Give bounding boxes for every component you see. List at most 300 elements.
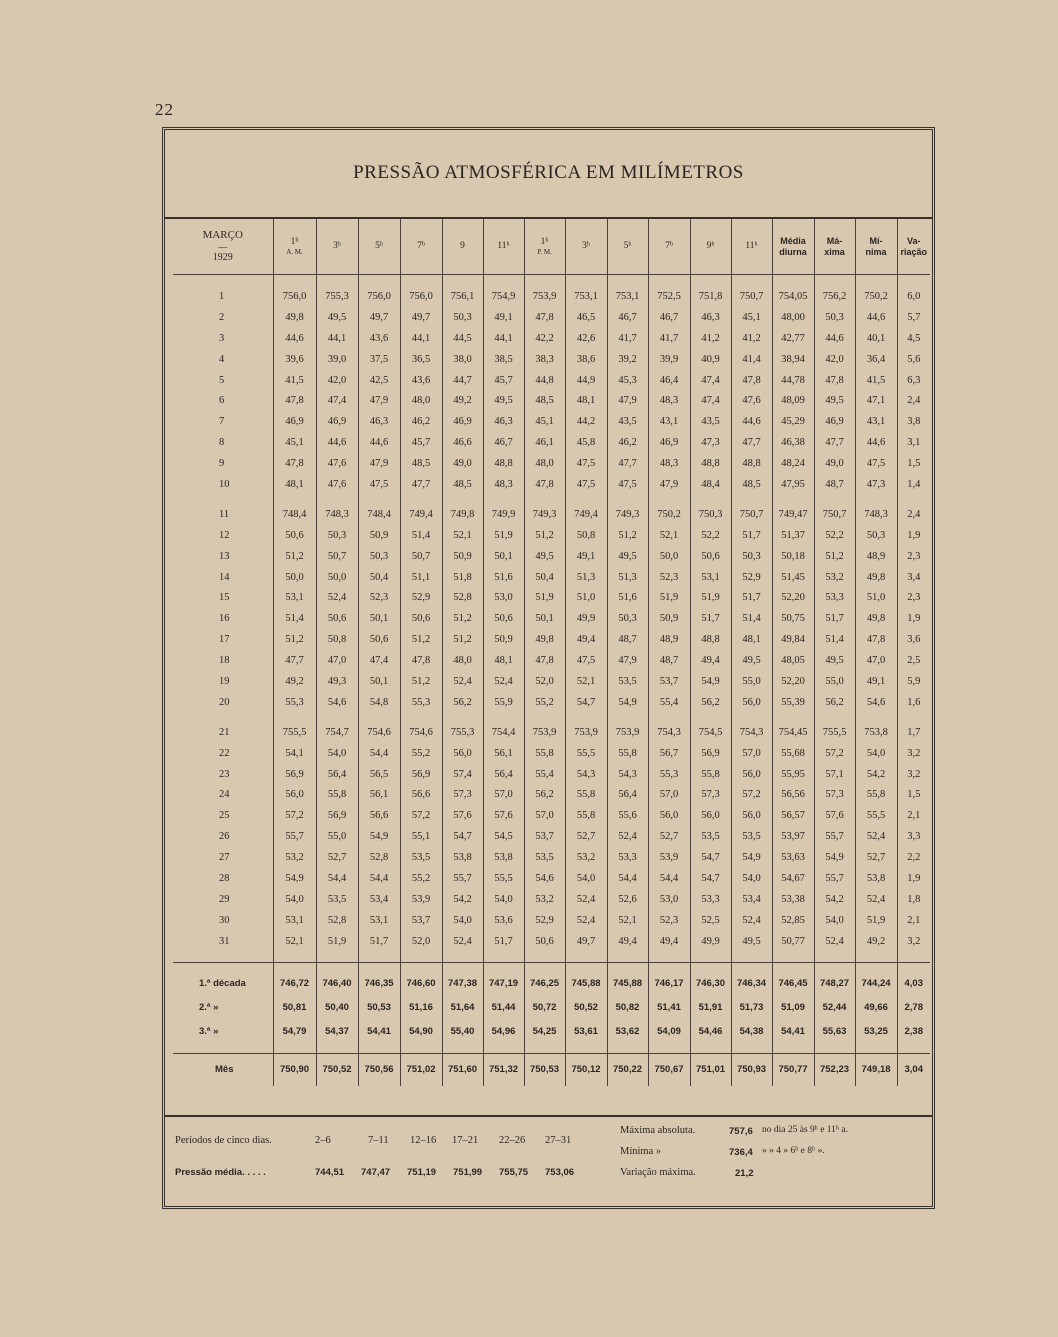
mean-pressure-item: 744,51 — [315, 1167, 345, 1178]
value-cell: 47,8 — [524, 650, 565, 671]
spacer-row — [173, 713, 930, 722]
month-label: MARÇO — [202, 229, 243, 242]
column-header — [731, 219, 772, 275]
value-cell: 41,7 — [607, 328, 648, 349]
spacer-cell — [358, 495, 400, 504]
column-header — [607, 219, 648, 275]
column-header — [897, 219, 930, 275]
value-cell: 1,5 — [907, 789, 921, 801]
day-row — [173, 931, 930, 952]
value-cell: 53,61 — [565, 1020, 607, 1044]
value-cell: 52,20 — [772, 671, 814, 692]
spacer-cell — [897, 495, 930, 504]
value-cell: 50,0 — [316, 567, 358, 588]
column-header-sub: diurna — [779, 246, 807, 257]
spacer-cell — [358, 1044, 400, 1054]
value-cell: 751,01 — [690, 1053, 731, 1086]
value-cell: 55,6 — [607, 805, 648, 826]
value-cell: 52,7 — [565, 826, 607, 847]
value-cell: 52,5 — [690, 910, 731, 931]
value-cell: 49,5 — [731, 931, 772, 952]
value-cell: 49,2 — [273, 671, 316, 692]
max-abs-label: Máxima absoluta. — [620, 1125, 696, 1136]
value-cell: 47,4 — [358, 650, 400, 671]
value-cell: 51,2 — [273, 546, 316, 567]
value-cell: 55,8 — [524, 743, 565, 764]
value-cell: 49,7 — [358, 307, 400, 328]
value-cell: 57,2 — [400, 805, 442, 826]
value-cell: 47,6 — [731, 390, 772, 411]
value-cell: 47,7 — [731, 432, 772, 453]
spacer-row — [173, 952, 930, 963]
value-cell: 51,7 — [731, 525, 772, 546]
value-cell: 748,4 — [273, 504, 316, 525]
column-header-main: 7ʰ — [417, 241, 425, 252]
value-cell: 50,3 — [607, 608, 648, 629]
decade-row — [173, 996, 930, 1020]
spacer-cell — [442, 952, 483, 963]
spacer-cell — [731, 962, 772, 972]
value-cell: 51,2 — [607, 525, 648, 546]
value-cell: 57,6 — [483, 805, 524, 826]
value-cell: 46,5 — [565, 307, 607, 328]
value-cell: 52,8 — [442, 587, 483, 608]
spacer-cell — [273, 962, 316, 972]
value-cell: 46,1 — [524, 432, 565, 453]
value-cell: 47,9 — [358, 453, 400, 474]
column-header-main: Mí- — [869, 236, 883, 247]
period-item: 17–21 — [452, 1135, 479, 1146]
spacer-row — [173, 275, 930, 287]
value-cell: 54,90 — [400, 1020, 442, 1044]
value-cell: 50,82 — [607, 996, 648, 1020]
value-cell: 38,0 — [442, 349, 483, 370]
value-cell: 57,3 — [814, 784, 855, 805]
value-cell: 53,5 — [316, 889, 358, 910]
value-cell: 47,7 — [273, 650, 316, 671]
spacer-cell — [690, 962, 731, 972]
value-cell: 44,1 — [400, 328, 442, 349]
row-label: 26 — [173, 826, 273, 847]
value-cell: 54,3 — [565, 764, 607, 785]
value-cell: 48,9 — [855, 546, 897, 567]
column-header-sub: riação — [900, 246, 928, 257]
value-cell: 52,9 — [400, 587, 442, 608]
value-cell: 46,2 — [400, 411, 442, 432]
value-cell: 746,30 — [690, 972, 731, 996]
value-cell: 53,8 — [483, 847, 524, 868]
value-cell: 43,6 — [358, 328, 400, 349]
table-frame — [162, 127, 935, 1209]
value-cell: 746,35 — [358, 972, 400, 996]
value-cell: 51,41 — [648, 996, 690, 1020]
value-cell: 47,7 — [400, 474, 442, 495]
value-cell: 47,8 — [273, 390, 316, 411]
value-cell: 51,73 — [731, 996, 772, 1020]
value-cell: 40,9 — [690, 349, 731, 370]
value-cell: 41,7 — [648, 328, 690, 349]
value-cell: 49,9 — [690, 931, 731, 952]
value-cell: 48,0 — [442, 650, 483, 671]
day-row — [173, 764, 930, 785]
value-cell: 52,3 — [648, 567, 690, 588]
value-cell: 50,0 — [273, 567, 316, 588]
value-cell: 50,1 — [483, 546, 524, 567]
value-cell: 52,8 — [358, 847, 400, 868]
spacer-cell — [358, 962, 400, 972]
value-cell: 54,4 — [358, 868, 400, 889]
value-cell: 46,7 — [648, 307, 690, 328]
spacer-cell — [648, 952, 690, 963]
column-header-sub: P. M. — [537, 247, 552, 256]
value-cell: 56,2 — [814, 692, 855, 713]
column-header-main: 1ʰ — [540, 237, 549, 248]
value-cell: 55,95 — [772, 764, 814, 785]
value-cell: 53,5 — [731, 826, 772, 847]
decade-row — [173, 972, 930, 996]
value-cell: 754,3 — [731, 722, 772, 743]
value-cell: 57,4 — [442, 764, 483, 785]
value-cell: 54,2 — [855, 764, 897, 785]
value-cell: 3,04 — [897, 1053, 930, 1086]
spacer-cell — [524, 952, 565, 963]
spacer-cell — [690, 275, 731, 287]
value-cell: 54,0 — [731, 868, 772, 889]
value-cell: 57,0 — [731, 743, 772, 764]
header-row — [173, 219, 930, 275]
value-cell: 51,2 — [524, 525, 565, 546]
value-cell: 51,2 — [400, 629, 442, 650]
day-row — [173, 349, 930, 370]
value-cell: 1,8 — [907, 893, 921, 905]
row-label: 28 — [173, 868, 273, 889]
value-cell: 746,17 — [648, 972, 690, 996]
value-cell: 53,62 — [607, 1020, 648, 1044]
spacer-cell — [565, 495, 607, 504]
value-cell: 52,8 — [316, 910, 358, 931]
row-label: 2 — [173, 307, 273, 328]
column-header — [316, 219, 358, 275]
column-header-main: 9ʰ — [706, 241, 715, 252]
day-row — [173, 453, 930, 474]
value-cell: 42,77 — [772, 328, 814, 349]
value-cell: 3,1 — [907, 437, 921, 449]
value-cell: 47,7 — [607, 453, 648, 474]
value-cell: 46,9 — [316, 411, 358, 432]
min-abs-text: » » 4 » 6ʰ e 8ʰ ». — [762, 1146, 825, 1156]
row-label: 10 — [173, 474, 273, 495]
day-row — [173, 847, 930, 868]
value-cell: 52,20 — [772, 587, 814, 608]
column-header-main: Va- — [906, 236, 921, 247]
value-cell: 46,2 — [607, 432, 648, 453]
value-cell: 46,9 — [442, 411, 483, 432]
column-header-main: 5ʰ — [375, 241, 383, 252]
value-cell: 48,24 — [772, 453, 814, 474]
value-cell: 42,2 — [524, 328, 565, 349]
value-cell: 52,85 — [772, 910, 814, 931]
value-cell: 44,6 — [731, 411, 772, 432]
value-cell: 50,6 — [316, 608, 358, 629]
period-item: 22–26 — [499, 1135, 526, 1146]
spacer-cell — [648, 713, 690, 722]
spacer-cell — [483, 713, 524, 722]
value-cell: 48,3 — [483, 474, 524, 495]
value-cell: 51,9 — [855, 910, 897, 931]
value-cell: 51,9 — [648, 587, 690, 608]
value-cell: 56,9 — [316, 805, 358, 826]
value-cell: 54,7 — [565, 692, 607, 713]
spacer-cell — [897, 275, 930, 287]
spacer-cell — [897, 952, 930, 963]
value-cell: 50,1 — [524, 608, 565, 629]
value-cell: 56,6 — [358, 805, 400, 826]
value-cell: 55,7 — [442, 868, 483, 889]
value-cell: 56,4 — [316, 764, 358, 785]
value-cell: 36,4 — [855, 349, 897, 370]
value-cell: 56,0 — [273, 784, 316, 805]
value-cell: 55,0 — [814, 671, 855, 692]
value-cell: 51,2 — [400, 671, 442, 692]
spacer-cell — [772, 713, 814, 722]
value-cell: 54,5 — [483, 826, 524, 847]
value-cell: 52,1 — [648, 525, 690, 546]
value-cell: 754,5 — [690, 722, 731, 743]
value-cell: 49,4 — [607, 931, 648, 952]
spacer-cell — [648, 275, 690, 287]
value-cell: 49,4 — [648, 931, 690, 952]
value-cell: 48,5 — [400, 453, 442, 474]
value-cell: 47,5 — [565, 650, 607, 671]
value-cell: 44,1 — [483, 328, 524, 349]
value-cell: 49,1 — [483, 307, 524, 328]
spacer-cell — [690, 952, 731, 963]
value-cell: 54,2 — [814, 889, 855, 910]
value-cell: 5,6 — [907, 353, 921, 365]
value-cell: 45,1 — [273, 432, 316, 453]
value-cell: 54,9 — [358, 826, 400, 847]
value-cell: 51,44 — [483, 996, 524, 1020]
value-cell: 48,8 — [483, 453, 524, 474]
value-cell: 52,4 — [483, 671, 524, 692]
value-cell: 52,9 — [731, 567, 772, 588]
value-cell: 746,45 — [772, 972, 814, 996]
day-row — [173, 910, 930, 931]
value-cell: 53,1 — [273, 910, 316, 931]
spacer-row — [173, 962, 930, 972]
spacer-cell — [855, 495, 897, 504]
value-cell: 50,9 — [648, 608, 690, 629]
value-cell: 55,4 — [648, 692, 690, 713]
day-row — [173, 889, 930, 910]
value-cell: 46,3 — [690, 307, 731, 328]
value-cell: 3,4 — [907, 571, 921, 583]
value-cell: 5,7 — [907, 311, 921, 323]
value-cell: 49,66 — [855, 996, 897, 1020]
value-cell: 57,3 — [690, 784, 731, 805]
row-label: 4 — [173, 349, 273, 370]
value-cell: 750,93 — [731, 1053, 772, 1086]
value-cell: 55,63 — [814, 1020, 855, 1044]
value-cell: 54,7 — [690, 847, 731, 868]
value-cell: 754,3 — [648, 722, 690, 743]
value-cell: 53,9 — [400, 889, 442, 910]
row-label: 29 — [173, 889, 273, 910]
value-cell: 51,9 — [690, 587, 731, 608]
row-label: Mês — [173, 1053, 273, 1086]
value-cell: 53,38 — [772, 889, 814, 910]
value-cell: 53,7 — [400, 910, 442, 931]
value-cell: 749,8 — [442, 504, 483, 525]
spacer-cell — [565, 952, 607, 963]
value-cell: 50,3 — [442, 307, 483, 328]
value-cell: 3,2 — [907, 747, 921, 759]
day-row — [173, 390, 930, 411]
value-cell: 53,5 — [524, 847, 565, 868]
value-cell: 56,4 — [607, 784, 648, 805]
value-cell: 42,5 — [358, 370, 400, 391]
value-cell: 57,6 — [442, 805, 483, 826]
day-row — [173, 567, 930, 588]
value-cell: 53,97 — [772, 826, 814, 847]
spacer-cell — [731, 275, 772, 287]
value-cell: 51,2 — [273, 629, 316, 650]
row-label: 18 — [173, 650, 273, 671]
value-cell: 48,8 — [690, 453, 731, 474]
value-cell: 50,75 — [772, 608, 814, 629]
column-header — [814, 219, 855, 275]
value-cell: 52,1 — [607, 910, 648, 931]
row-label: 7 — [173, 411, 273, 432]
spacer-cell — [483, 962, 524, 972]
value-cell: 50,0 — [648, 546, 690, 567]
value-cell: 751,32 — [483, 1053, 524, 1086]
row-label: 16 — [173, 608, 273, 629]
value-cell: 1,4 — [907, 478, 921, 490]
spacer-cell — [173, 713, 273, 722]
value-cell: 53,8 — [855, 868, 897, 889]
value-cell: 752,5 — [648, 286, 690, 307]
value-cell: 49,1 — [855, 671, 897, 692]
value-cell: 56,9 — [400, 764, 442, 785]
value-cell: 54,0 — [814, 910, 855, 931]
value-cell: 44,1 — [316, 328, 358, 349]
value-cell: 54,4 — [358, 743, 400, 764]
value-cell: 746,34 — [731, 972, 772, 996]
value-cell: 56,2 — [690, 692, 731, 713]
value-cell: 48,7 — [607, 629, 648, 650]
column-header-main: Média — [780, 236, 806, 247]
value-cell: 47,6 — [316, 453, 358, 474]
spacer-cell — [442, 275, 483, 287]
mean-pressure-item: 747,47 — [361, 1167, 391, 1178]
value-cell: 53,2 — [524, 889, 565, 910]
spacer-cell — [400, 1044, 442, 1054]
value-cell: 52,0 — [400, 931, 442, 952]
value-cell: 54,37 — [316, 1020, 358, 1044]
value-cell: 38,6 — [565, 349, 607, 370]
value-cell: 50,6 — [524, 931, 565, 952]
value-cell: 52,4 — [565, 910, 607, 931]
spacer-cell — [358, 275, 400, 287]
value-cell: 41,2 — [731, 328, 772, 349]
value-cell: 48,1 — [565, 390, 607, 411]
value-cell: 46,9 — [814, 411, 855, 432]
value-cell: 52,4 — [565, 889, 607, 910]
value-cell: 51,37 — [772, 525, 814, 546]
value-cell: 53,5 — [690, 826, 731, 847]
value-cell: 2,2 — [907, 852, 921, 864]
spacer-cell — [772, 952, 814, 963]
value-cell: 51,91 — [690, 996, 731, 1020]
value-cell: 57,2 — [731, 784, 772, 805]
day-row — [173, 286, 930, 307]
value-cell: 754,6 — [400, 722, 442, 743]
value-cell: 750,7 — [731, 504, 772, 525]
value-cell: 56,9 — [690, 743, 731, 764]
value-cell: 52,6 — [607, 889, 648, 910]
value-cell: 55,8 — [607, 743, 648, 764]
value-cell: 50,72 — [524, 996, 565, 1020]
value-cell: 49,5 — [316, 307, 358, 328]
value-cell: 44,78 — [772, 370, 814, 391]
min-abs-label: Mínima » — [620, 1146, 662, 1157]
value-cell: 49,8 — [855, 567, 897, 588]
value-cell: 54,3 — [607, 764, 648, 785]
spacer-cell — [855, 1044, 897, 1054]
row-label: 3 — [173, 328, 273, 349]
value-cell: 41,2 — [690, 328, 731, 349]
value-cell: 755,3 — [442, 722, 483, 743]
value-cell: 756,0 — [400, 286, 442, 307]
spacer-cell — [442, 1044, 483, 1054]
value-cell: 2,1 — [907, 914, 921, 926]
spacer-cell — [442, 713, 483, 722]
value-cell: 50,6 — [358, 629, 400, 650]
value-cell: 54,4 — [316, 868, 358, 889]
max-variation-value: 21,2 — [735, 1168, 754, 1179]
value-cell: 44,6 — [316, 432, 358, 453]
value-cell: 55,2 — [400, 868, 442, 889]
value-cell: 48,7 — [814, 474, 855, 495]
value-cell: 53,2 — [273, 847, 316, 868]
value-cell: 53,4 — [731, 889, 772, 910]
day-row — [173, 784, 930, 805]
value-cell: 50,3 — [358, 546, 400, 567]
spacer-cell — [607, 713, 648, 722]
value-cell: 1,5 — [907, 458, 921, 470]
value-cell: 54,9 — [690, 671, 731, 692]
value-cell: 51,4 — [273, 608, 316, 629]
value-cell: 753,1 — [565, 286, 607, 307]
value-cell: 49,5 — [814, 650, 855, 671]
value-cell: 51,7 — [814, 608, 855, 629]
value-cell: 55,8 — [855, 784, 897, 805]
value-cell: 43,5 — [607, 411, 648, 432]
value-cell: 750,7 — [731, 286, 772, 307]
value-cell: 54,25 — [524, 1020, 565, 1044]
value-cell: 41,5 — [855, 370, 897, 391]
value-cell: 46,7 — [483, 432, 524, 453]
value-cell: 51,6 — [607, 587, 648, 608]
value-cell: 756,0 — [358, 286, 400, 307]
value-cell: 52,4 — [731, 910, 772, 931]
column-header — [690, 219, 731, 275]
spacer-cell — [607, 495, 648, 504]
value-cell: 48,1 — [273, 474, 316, 495]
value-cell: 1,7 — [907, 726, 921, 738]
value-cell: 44,6 — [358, 432, 400, 453]
